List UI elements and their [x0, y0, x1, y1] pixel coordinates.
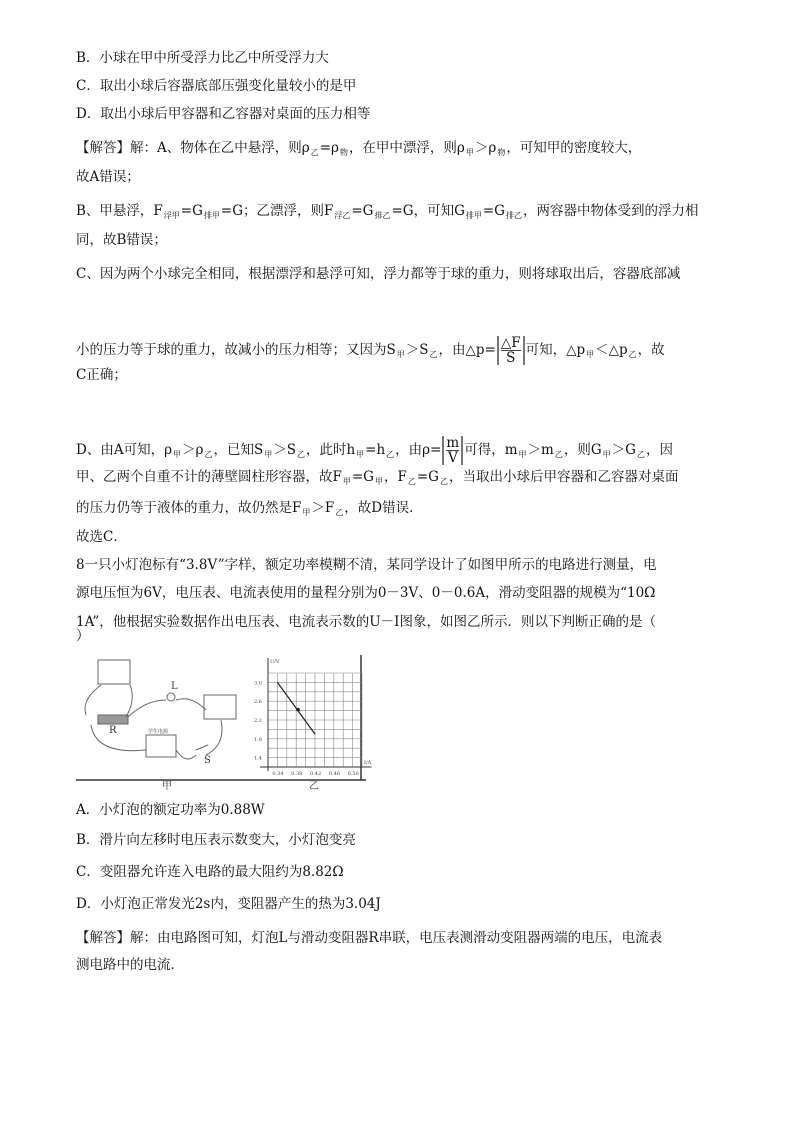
text-run: 的压力仍等于液体的重力，故仍然是F — [76, 500, 302, 516]
power-supply-icon — [146, 735, 176, 757]
x-tick-label: 0.42 — [310, 771, 322, 777]
text-run: ，当取出小球后甲容器和乙容器对桌面 — [448, 469, 679, 485]
voltmeter-icon — [98, 660, 130, 684]
text-run: 故A错误； — [76, 169, 140, 185]
text-line — [76, 469, 678, 490]
text-run: C正确； — [76, 367, 127, 383]
text-line — [76, 585, 655, 601]
text-run: D、由A可知，ρ — [76, 442, 173, 458]
text-run: C．取出小球后容器底部压强变化量较小的是甲 — [76, 78, 357, 94]
circuit-and-graph-figure — [76, 655, 372, 792]
subscript: 乙 — [429, 350, 438, 359]
text-run: ，两容器中物体受到的浮力相 — [522, 203, 699, 219]
text-run: =G — [482, 203, 505, 219]
subscript: 物 — [497, 148, 506, 157]
text-run: =G；乙漂浮，则F — [220, 203, 334, 219]
text-run: =G — [180, 203, 203, 219]
x-tick-label: 0.46 — [328, 771, 340, 777]
x-tick-label: 0.38 — [291, 771, 303, 777]
text-line — [76, 266, 680, 282]
text-line — [76, 78, 356, 94]
text-run: 测电路中的电流． — [76, 957, 184, 973]
data-point — [296, 708, 300, 712]
text-line — [76, 140, 641, 161]
text-run: C．变阻器允许连入电路的最大阻约为8.82Ω — [76, 864, 344, 880]
text-run: 可知，△p — [525, 342, 586, 358]
text-run: ，可知甲的密度较大， — [506, 140, 642, 156]
y-axis-label: U/V — [270, 659, 280, 665]
text-line — [76, 367, 127, 383]
subscript: 乙 — [407, 477, 416, 486]
x-axis-label: I/A — [364, 760, 372, 766]
text-line — [76, 557, 657, 573]
caption-yi: 乙 — [309, 781, 319, 792]
rheostat-icon — [98, 715, 128, 724]
text-line — [76, 614, 656, 630]
subscript: 乙 — [439, 477, 448, 486]
text-run: 故选C． — [76, 529, 127, 545]
text-line — [76, 106, 370, 122]
text-run: =G — [351, 469, 374, 485]
figure-svg — [76, 655, 372, 792]
subscript: 浮甲 — [163, 211, 180, 220]
text-line — [76, 957, 184, 973]
y-tick-label: 2.6 — [254, 699, 262, 706]
text-run: 8一只小灯泡标有“3.8V”字样，额定功率模糊不清，某同学设计了如图甲所示的电路进行测量，电 — [76, 557, 657, 573]
text-line — [76, 500, 423, 521]
text-run: ＞m — [527, 442, 554, 458]
text-run: 【解答】解：A、物体在乙中悬浮，则ρ — [76, 140, 310, 156]
text-run: ＞S — [273, 442, 296, 458]
subscript: 甲 — [518, 450, 527, 459]
subscript: 甲 — [342, 477, 351, 486]
subscript: 甲 — [356, 450, 365, 459]
subscript: 甲 — [173, 450, 182, 459]
switch-icon — [196, 745, 208, 750]
fraction-numerator: m — [446, 435, 460, 451]
fraction-denominator: S — [506, 350, 516, 366]
text-run: 小的压力等于球的重力，故减小的压力相等；又因为S — [76, 342, 396, 358]
text-run: =G，可知G — [391, 203, 465, 219]
subscript: 乙 — [628, 350, 637, 359]
text-run: ＜△p — [595, 342, 628, 358]
y-tick-label: 1.8 — [254, 736, 262, 743]
text-run: ，故 — [637, 342, 665, 358]
supply-label: 学生电源 — [148, 729, 169, 735]
text-run: =ρ — [319, 140, 339, 156]
text-line — [76, 628, 90, 644]
fraction-numerator: △F — [500, 335, 521, 351]
subscript: 乙 — [554, 450, 563, 459]
x-tick-label: 0.50 — [347, 771, 359, 777]
circuit-diagram — [85, 660, 236, 759]
subscript: 排乙 — [374, 211, 391, 220]
text-run: B．滑片向左移时电压表示数变大，小灯泡变亮 — [76, 832, 356, 848]
text-line — [76, 832, 356, 848]
text-run: ，由△p= — [438, 342, 496, 358]
lamp-label: L — [171, 681, 178, 692]
subscript: 排乙 — [505, 211, 522, 220]
text-run: 1A”，他根据实验数据作出电压表、电流表示数的U－I图象，如图乙所示．则以下判断正确的是（ — [76, 614, 656, 630]
fraction — [497, 336, 525, 365]
subscript: 甲 — [374, 477, 383, 486]
fraction — [442, 436, 463, 465]
caption-jia: 甲 — [162, 781, 172, 792]
text-line — [76, 169, 140, 185]
text-run: ＞S — [405, 342, 429, 358]
subscript: 物 — [339, 148, 348, 157]
text-run: C、因为两个小球完全相同，根据漂浮和悬浮可知，浮力都等于球的重力，则将球取出后，容器底部减 — [76, 266, 681, 282]
text-line — [76, 930, 662, 946]
fraction-denominator: V — [447, 450, 458, 466]
text-run: ，此时h — [305, 442, 356, 458]
text-run: 甲、乙两个自重不计的薄壁圆柱形容器，故F — [76, 469, 342, 485]
y-tick-label: 3.0 — [254, 680, 262, 687]
subscript: 乙 — [335, 508, 344, 517]
text-run: =G — [351, 203, 374, 219]
text-run: D．小灯泡正常发光2s内，变阻器产生的热为3.04J — [76, 896, 381, 912]
text-run: A．小灯泡的额定功率为0.88W — [76, 802, 265, 818]
text-run: ＞ρ — [182, 442, 204, 458]
text-run: ，F — [383, 469, 407, 485]
text-run: ） — [76, 628, 90, 644]
text-run: ，因 — [645, 442, 673, 458]
text-run: =h — [365, 442, 386, 458]
subscript: 排甲 — [465, 211, 482, 220]
text-run: 【解答】解：由电路图可知，灯泡L与滑动变阻器R串联，电压表测滑动变阻器两端的电压，电流表 — [76, 930, 663, 946]
text-line — [76, 896, 381, 912]
subscript: 排甲 — [203, 211, 220, 220]
u-i-graph — [254, 658, 372, 777]
subscript: 乙 — [386, 450, 395, 459]
switch-label: S — [204, 755, 211, 766]
text-line — [76, 232, 167, 248]
text-run: ＞G — [611, 442, 636, 458]
text-run: 源电压恒为6V，电压表、电流表使用的量程分别为0－3V、0－0.6A，滑动变阻器的规模为“10Ω — [76, 585, 656, 601]
text-run: ＞ρ — [474, 140, 497, 156]
text-run: 可得，m — [464, 442, 518, 458]
text-run: B、甲悬浮，F — [76, 203, 163, 219]
text-run: 同，故B错误； — [76, 232, 167, 248]
subscript: 甲 — [264, 450, 273, 459]
text-run: ，已知S — [213, 442, 264, 458]
text-line — [76, 864, 344, 880]
text-line — [76, 436, 673, 465]
text-line — [76, 203, 698, 224]
subscript: 乙 — [204, 450, 213, 459]
text-line — [76, 529, 127, 545]
x-tick-label: 0.34 — [272, 771, 284, 777]
subscript: 甲 — [396, 350, 405, 359]
subscript: 甲 — [586, 350, 595, 359]
text-run: =G — [416, 469, 439, 485]
text-run: B．小球在甲中所受浮力比乙中所受浮力大 — [76, 50, 329, 66]
rheostat-label: R — [109, 725, 117, 736]
subscript: 乙 — [636, 450, 645, 459]
text-run: D．取出小球后甲容器和乙容器对桌面的压力相等 — [76, 106, 371, 122]
subscript: 浮乙 — [334, 211, 351, 220]
text-run: ，则G — [563, 442, 602, 458]
subscript: 乙 — [296, 450, 305, 459]
ammeter-icon — [204, 695, 236, 719]
text-run: ＞F — [311, 500, 335, 516]
text-run: ，由ρ= — [395, 442, 442, 458]
lamp-icon — [167, 693, 175, 701]
text-line — [76, 802, 265, 818]
subscript: 甲 — [465, 148, 474, 157]
text-line — [76, 336, 665, 365]
y-tick-label: 2.2 — [254, 718, 262, 724]
text-line — [76, 50, 329, 66]
subscript: 甲 — [302, 508, 311, 517]
text-run: ，故D错误． — [344, 500, 423, 516]
subscript: 甲 — [602, 450, 611, 459]
y-tick-label: 1.4 — [254, 755, 262, 762]
text-run: ，在甲中漂浮，则ρ — [348, 140, 465, 156]
subscript: 乙 — [310, 148, 319, 157]
